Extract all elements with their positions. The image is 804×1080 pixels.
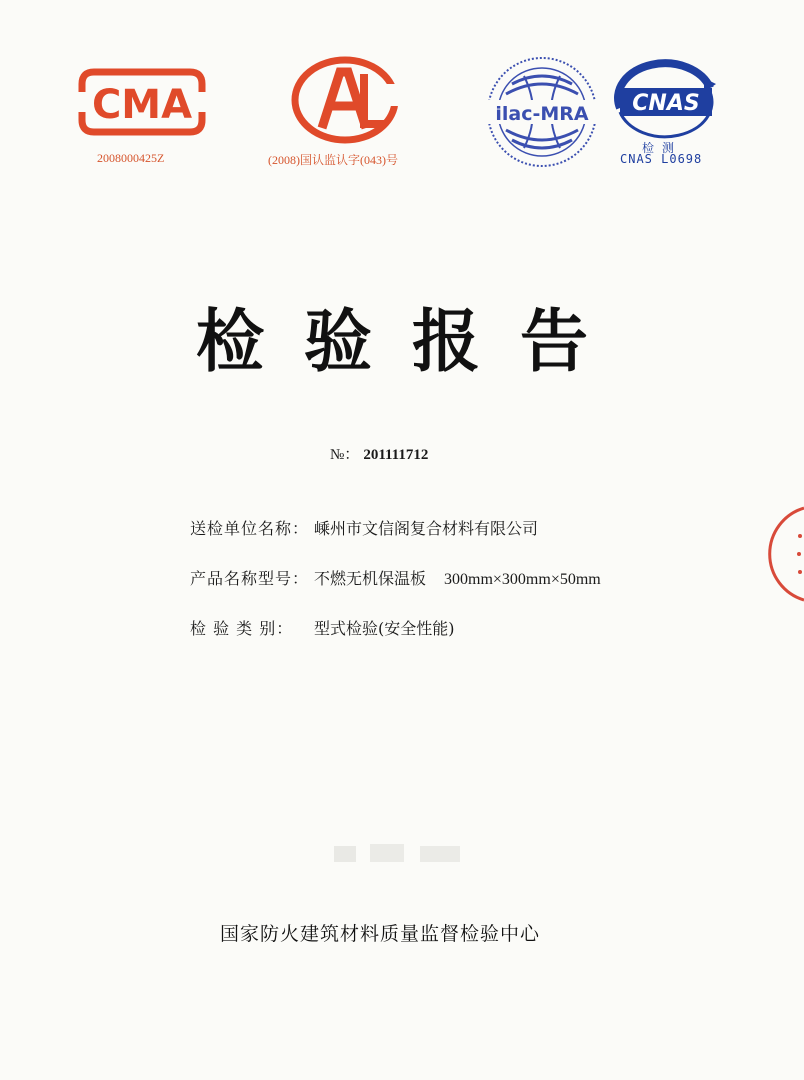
cal-mark-icon (288, 54, 402, 146)
cal-logo (288, 54, 402, 146)
cnas-sub-label: 检测 (642, 141, 683, 155)
info-row-client (190, 516, 538, 539)
ilac-globe-icon (484, 54, 600, 170)
ilac-mra-logo (484, 54, 600, 170)
cnas-mark-icon (606, 58, 724, 140)
page-title: 检验报告 (196, 303, 629, 382)
info-label-client: 送检单位名称： (190, 519, 310, 538)
stamp-edge-icon (786, 506, 804, 602)
info-value-test-type: 型式检验(安全性能) (314, 619, 455, 638)
cma-mark-icon (76, 66, 208, 138)
issuer-name: 国家防火建筑材料质量监督检验中心 (220, 923, 541, 945)
info-label-product: 产品名称型号： (190, 569, 310, 588)
report-number (330, 443, 428, 464)
faint-watermark (330, 838, 480, 868)
info-label-test-type: 检 验 类 别： (190, 619, 294, 638)
info-value-product-spec: 300mm×300mm×50mm (444, 571, 601, 588)
info-row-test-type (190, 616, 455, 639)
report-number-label: №： (330, 447, 360, 463)
cnas-logo (606, 58, 724, 140)
cal-code: (2008)国认监认字(043)号 (268, 153, 398, 167)
cnas-code: CNAS L0698 (620, 152, 703, 166)
cnas-logo-text: CNAS (632, 91, 700, 116)
info-value-product: 不燃无机保温板 (314, 569, 427, 588)
cma-logo-text: CMA (91, 82, 193, 128)
cma-code: 2008000425Z (97, 151, 165, 165)
info-row-product (190, 566, 601, 589)
cma-logo (76, 66, 208, 138)
ilac-logo-text: ilac-MRA (495, 103, 589, 125)
report-number-value: 201111712 (363, 447, 429, 463)
cal-logo-text: CAL (345, 146, 348, 147)
info-value-client: 嵊州市文信阁复合材料有限公司 (314, 519, 539, 538)
